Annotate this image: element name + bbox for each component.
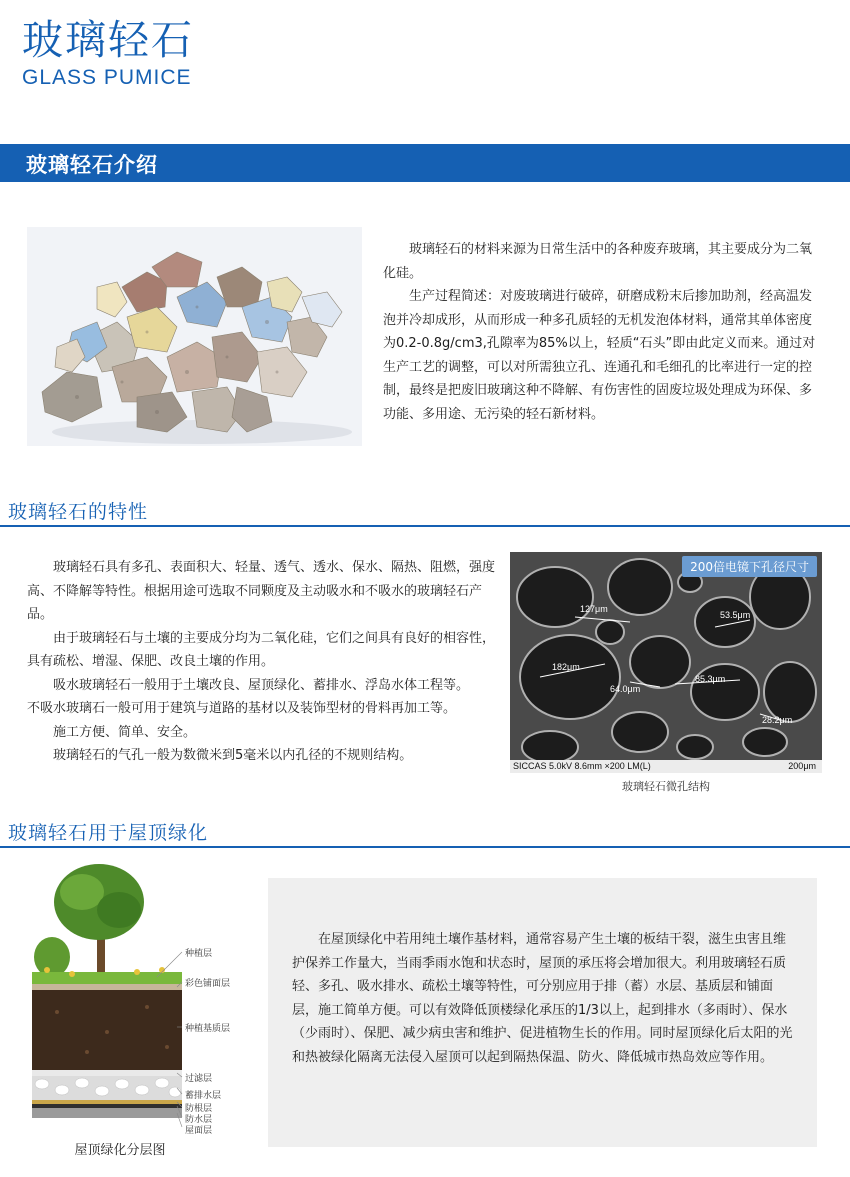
pore-size-label: 64.0μm <box>610 684 641 694</box>
intro-banner <box>0 144 850 182</box>
features-heading: 玻璃轻石的特性 <box>8 501 149 523</box>
layer-label: 蓄排水层 <box>185 1091 222 1101</box>
roof-diagram-caption: 屋顶绿化分层图 <box>74 1143 166 1158</box>
sem-info-bar <box>510 760 822 773</box>
roof-paragraph: 在屋顶绿化中若用纯土壤作基材料，通常容易产生土壤的板结干裂，滋生虫害且维护保养工作量大，当雨季雨水饱和状态时，屋顶的承压将会增加很大。利用玻璃轻石质轻、多孔、吸水排水、疏松土壤等特性，可分别应用于排（蓄）水层、基质层和铺面层，施工简单方便。可以有效降低顶楼绿化承压的1/3以上，起到排水（多雨时）、保水（少雨时）、保肥、减少病虫害和维护、促进植物生长的作用。同时屋顶绿化后太阳的光和热被绿化隔离无法侵入屋顶可以起到隔热保温、防火、降低城市热岛效应等作用。 <box>292 932 793 1065</box>
features-heading-bar <box>0 497 850 527</box>
page-title: 玻璃轻石 <box>22 16 194 64</box>
layer-label: 防水层 <box>185 1115 213 1125</box>
features-paragraph: 施工方便、简单、安全。 <box>53 724 197 740</box>
pore-size-label: 182μm <box>552 662 580 672</box>
page-subtitle: GLASS PUMICE <box>22 66 192 89</box>
intro-text <box>383 238 823 426</box>
pumice-stones-photo <box>27 227 362 446</box>
sem-scale: 200μm <box>788 761 816 771</box>
layer-label: 过滤层 <box>185 1074 213 1084</box>
pore-size-label: 127μm <box>580 604 608 614</box>
features-text <box>27 556 497 768</box>
layer-label: 防根层 <box>185 1104 213 1114</box>
features-paragraph: 吸水玻璃轻石一般用于土壤改良、屋顶绿化、蓄排水、浮岛水体工程等。 <box>53 677 470 693</box>
layer-label: 种植基质层 <box>185 1024 231 1034</box>
roof-heading-bar <box>0 818 850 848</box>
intro-paragraph: 玻璃轻石的材料来源为日常生活中的各种废弃玻璃，其主要成分为二氧化硅。 <box>383 242 813 281</box>
roof-heading: 玻璃轻石用于屋顶绿化 <box>8 822 209 844</box>
roof-layer-diagram <box>27 862 267 1137</box>
roof-text <box>292 928 796 1069</box>
layer-label: 彩色铺面层 <box>185 979 231 989</box>
sem-tag: 200倍电镜下孔径尺寸 <box>682 556 817 577</box>
features-paragraph: 由于玻璃轻石与土壤的主要成分均为二氧化硅，它们之间具有良好的相容性，具有疏松、增湿、保肥、改良土壤的作用。 <box>27 630 496 669</box>
features-paragraph: 不吸水玻璃石一般可用于建筑与道路的基材以及装饰型材的骨料再加工等。 <box>27 701 457 716</box>
intro-banner-title: 玻璃轻石介绍 <box>26 153 158 177</box>
features-paragraph: 玻璃轻石的气孔一般为数微米到5毫米以内孔径的不规则结构。 <box>53 748 413 763</box>
pore-size-label: 85.3μm <box>695 674 726 684</box>
sem-info-left: SICCAS 5.0kV 8.6mm ×200 LM(L) <box>513 761 651 771</box>
pore-size-label: 53.5μm <box>720 610 751 620</box>
features-paragraph: 玻璃轻石具有多孔、表面积大、轻量、透气、透水、保水、隔热、阻燃，强度高、不降解等特性。根据用途可选取不同颗度及主动吸水和不吸水的玻璃轻石产品。 <box>27 560 496 622</box>
layer-label: 屋面层 <box>185 1126 213 1136</box>
layer-label: 种植层 <box>185 949 213 959</box>
sem-caption: 玻璃轻石微孔结构 <box>622 780 710 793</box>
pore-size-label: 28.2μm <box>762 715 793 725</box>
intro-paragraph: 生产过程简述：对废玻璃进行破碎，研磨成粉末后掺加助剂，经高温发泡并冷却成形，从而形成一种多孔质轻的无机发泡体材料，通常其单体密度为0.2-0.8g/cm3,孔隙率为85%以上，轻质“石头”即由此定义而来。通过对生产工艺的调整，可以对所需独立孔、连通孔和毛细孔的比率进行一定的控制，最终是把废旧玻璃这种不降解、有伤害性的固废垃圾处理成为环保、多功能、多用途、无污染的轻石新材料。 <box>383 289 816 422</box>
sem-micrograph <box>510 552 822 773</box>
